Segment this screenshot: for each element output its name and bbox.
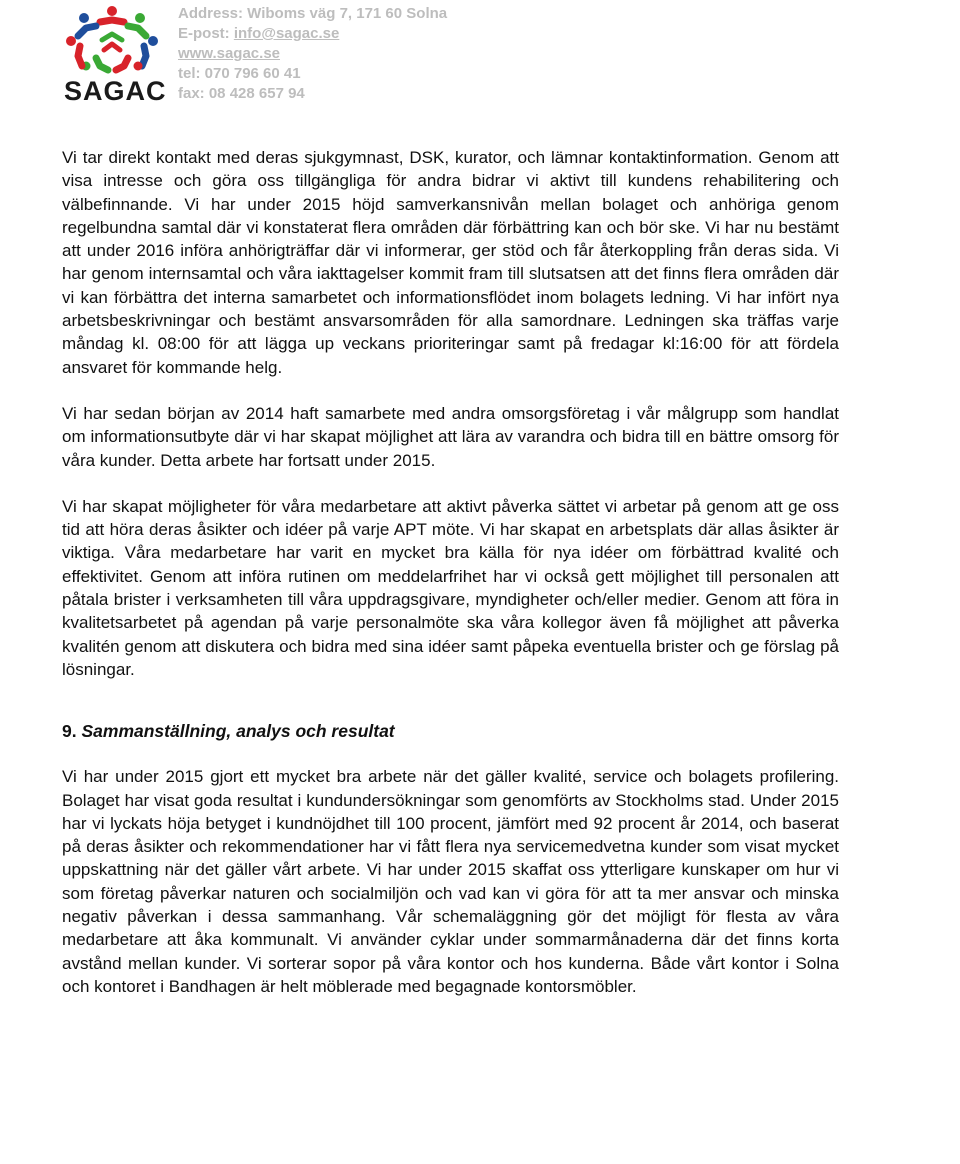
sagac-logo [62,4,167,108]
section-title: Sammanställning, analys och resultat [81,721,395,742]
paragraph-employees: Vi har skapat möjligheter för våra medarbetare att aktivt påverka sättet vi arbetar på genom att ge oss tid att höra deras åsikter och idéer på varje APT möte. Vi har skapat en arbetsplats där allas åsikter är viktiga. Våra medarbetare har varit en mycket bra källa för nya idéer om förbättrad kvalité och effektivitet. Genom att införa rutinen om meddelarfrihet har vi också gett möjlighet till personalen att påtala brister i verksamheten till våra uppdragsgivare, myndigheter och/eller medier. Genom att föra in kvalitetsarbetet på agendan på varje personalmöte ska våra kollegor även få möjlighet att påverka kvalitén genom att diskutera och bidra med sina idéer samt påpeka eventuella brister och ge förslag på lösningar. [62,496,839,679]
people-circle-logo-icon [62,4,162,76]
email-link[interactable]: info@sagac.se [233,25,340,42]
contact-block [178,4,447,104]
email-label: E-post: [178,25,234,42]
address-line: Address: Wiboms väg 7, 171 60 Solna [178,5,448,22]
paragraph-summary: Vi har under 2015 gjort ett mycket bra arbete när det gäller kvalité, service och bolagets profilering. Bolaget har visat goda resultat i kundundersökningar som genomförts av Stockholms stad. Under 2015 har vi lyckats höja betyget i kundnöjdhet till 100 procent, jämfört med 92 procent år 2014, och baserat på deras åsikter och rekommendationer har vi fått flera nya servicemedvetna kunder som visat mycket uppskattning när det gäller vårt arbete. Vi har under 2015 skaffat oss ytterligare kunskaper om hur vi som företag påverkar naturen och socialmiljön och vad kan vi göra för att ta mer ansvar och minska negativ påverkan i dessa sammanhang. Vår schemaläggning gör det möjligt för flesta av våra medarbetare att åka kommunalt. Vi använder cyklar under sommarmånaderna där det finns korta avstånd mellan kunder. Vi sorterar sopor på våra kontor och hos kunderna. Både vårt kontor i Solna och kontoret i Bandhagen är helt möblerade med begagnade kontorsmöbler. [62,767,839,996]
section-heading [62,719,839,743]
document-body [62,146,839,998]
paragraph-rehabilitation: Vi tar direkt kontakt med deras sjukgymnast, DSK, kurator, och lämnar kontaktinformation. Genom att visa intresse och göra oss tillgängliga för andra bidrar vi aktivt till kundens rehabilitering och välbefinnande. Vi har under 2015 höjd samverkansnivån mellan bolaget och anhöriga genom regelbundna samtal där vi konstaterat flera områden där förbättring kan och bör ske. Vi har nu bestämt att under 2016 införa anhörigträffar där vi informerar, ger stöd och får återkoppling från deras sida. Vi har genom internsamtal och våra iakttagelser kommit fram till slutsatsen att det finns flera områden där vi kan förbättra det interna samarbetet och informationsflödet inom bolagets ledning. Vi har infört nya arbetsbeskrivningar och bestämt ansvarsområden för alla samordnare. Ledningen ska träffas varje måndag kl. 08:00 för att lägga up veckans prioriteringar samt på fredagar kl:16:00 för att fördela ansvaret för kommande helg. [62,148,839,377]
website-link[interactable]: www.sagac.se [178,45,280,62]
email-line [178,24,447,44]
logo-wordmark: SAGAC [64,76,167,106]
section-number: 9. [62,721,77,742]
phone-line: tel: 070 796 60 41 [178,65,301,82]
page-header [0,0,960,120]
paragraph-collaboration: Vi har sedan början av 2014 haft samarbete med andra omsorgsföretag i vår målgrupp som handlat om informationsutbyte där vi har skapat möjlighet att lära av varandra och bidra till en bättre omsorg för våra kunder. Detta arbete har fortsatt under 2015. [62,403,839,470]
fax-line: fax: 08 428 657 94 [178,85,305,102]
